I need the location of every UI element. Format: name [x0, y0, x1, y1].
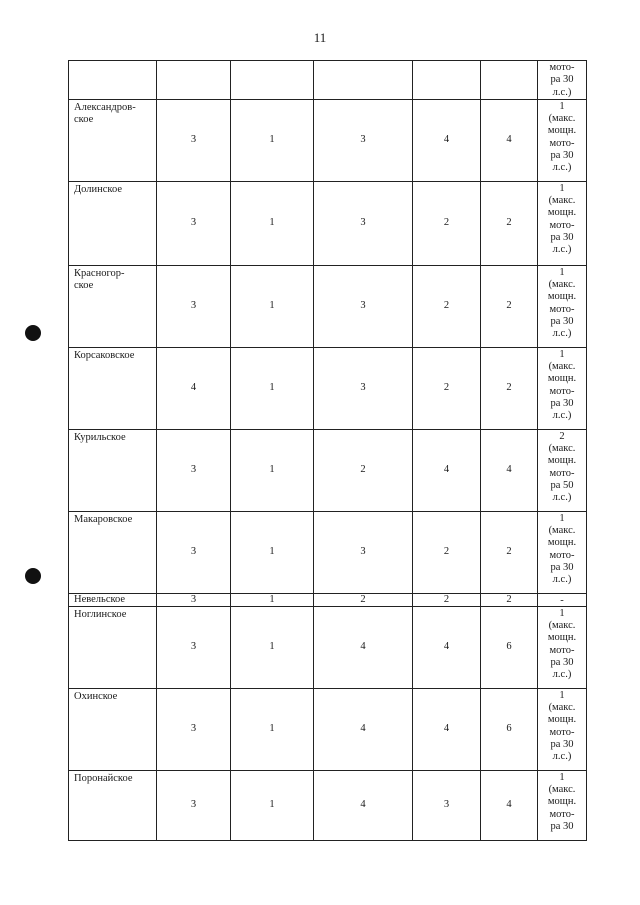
table-row [69, 99, 587, 181]
district-name-cell: Поронайское [69, 770, 157, 840]
empty-cell [481, 61, 538, 100]
motor-note-cell: 1 (макс. мощн. мото- ра 30 л.с.) [538, 181, 587, 265]
district-name-cell: Макаровское [69, 511, 157, 593]
value-cell-3: 4 [314, 688, 413, 770]
motor-note-cell: мото- ра 30 л.с.) [538, 61, 587, 100]
district-name-cell: Красногор- ское [69, 265, 157, 347]
value-cell-1: 3 [157, 593, 231, 606]
value-cell-3: 2 [314, 429, 413, 511]
motor-note-cell: 1 (макс. мощн. мото- ра 30 л.с.) [538, 606, 587, 688]
value-cell-4: 2 [413, 511, 481, 593]
value-cell-3: 4 [314, 770, 413, 840]
value-cell-1: 3 [157, 511, 231, 593]
value-cell-5: 6 [481, 606, 538, 688]
value-cell-1: 3 [157, 770, 231, 840]
value-cell-2: 1 [231, 511, 314, 593]
value-cell-5: 2 [481, 347, 538, 429]
value-cell-5: 2 [481, 593, 538, 606]
value-cell-3: 3 [314, 99, 413, 181]
table-row [69, 61, 587, 100]
page-number: 11 [313, 30, 327, 45]
empty-cell [231, 61, 314, 100]
punch-hole [25, 325, 41, 341]
value-cell-2: 1 [231, 265, 314, 347]
value-cell-1: 3 [157, 688, 231, 770]
value-cell-4: 3 [413, 770, 481, 840]
value-cell-4: 4 [413, 606, 481, 688]
empty-cell [314, 61, 413, 100]
empty-cell [413, 61, 481, 100]
table-row [69, 593, 587, 606]
value-cell-4: 4 [413, 99, 481, 181]
motor-note-cell: 1 (макс. мощн. мото- ра 30 л.с.) [538, 99, 587, 181]
district-name-cell: Охинское [69, 688, 157, 770]
fleet-table [68, 60, 587, 841]
value-cell-2: 1 [231, 593, 314, 606]
value-cell-4: 2 [413, 181, 481, 265]
value-cell-4: 2 [413, 593, 481, 606]
motor-note-cell: 1 (макс. мощн. мото- ра 30 л.с.) [538, 347, 587, 429]
value-cell-1: 3 [157, 265, 231, 347]
value-cell-5: 4 [481, 99, 538, 181]
value-cell-4: 2 [413, 265, 481, 347]
district-name-cell: Курильское [69, 429, 157, 511]
table-row [69, 429, 587, 511]
motor-note-cell: 1 (макс. мощн. мото- ра 30 л.с.) [538, 511, 587, 593]
motor-note-cell: 2 (макс. мощн. мото- ра 50 л.с.) [538, 429, 587, 511]
table-row [69, 347, 587, 429]
empty-cell [157, 61, 231, 100]
value-cell-5: 2 [481, 511, 538, 593]
motor-note-cell: - [538, 593, 587, 606]
district-name-cell: Александров- ское [69, 99, 157, 181]
punch-hole [25, 568, 41, 584]
table-row [69, 770, 587, 840]
value-cell-3: 4 [314, 606, 413, 688]
motor-note-cell: 1 (макс. мощн. мото- ра 30 л.с.) [538, 688, 587, 770]
value-cell-1: 3 [157, 606, 231, 688]
value-cell-1: 3 [157, 429, 231, 511]
empty-cell [69, 61, 157, 100]
value-cell-4: 4 [413, 429, 481, 511]
value-cell-5: 2 [481, 265, 538, 347]
value-cell-4: 4 [413, 688, 481, 770]
table-row [69, 688, 587, 770]
district-name-cell: Невельское [69, 593, 157, 606]
value-cell-2: 1 [231, 688, 314, 770]
value-cell-2: 1 [231, 429, 314, 511]
value-cell-2: 1 [231, 99, 314, 181]
district-name-cell: Корсаковское [69, 347, 157, 429]
motor-note-cell: 1 (макс. мощн. мото- ра 30 [538, 770, 587, 840]
value-cell-3: 3 [314, 347, 413, 429]
value-cell-3: 3 [314, 265, 413, 347]
table-row [69, 606, 587, 688]
value-cell-4: 2 [413, 347, 481, 429]
value-cell-2: 1 [231, 347, 314, 429]
value-cell-5: 2 [481, 181, 538, 265]
value-cell-3: 3 [314, 511, 413, 593]
value-cell-5: 4 [481, 429, 538, 511]
value-cell-1: 3 [157, 99, 231, 181]
district-name-cell: Ноглинское [69, 606, 157, 688]
value-cell-5: 6 [481, 688, 538, 770]
table-row [69, 511, 587, 593]
value-cell-2: 1 [231, 770, 314, 840]
value-cell-2: 1 [231, 606, 314, 688]
value-cell-2: 1 [231, 181, 314, 265]
table-row [69, 181, 587, 265]
district-name-cell: Долинское [69, 181, 157, 265]
motor-note-cell: 1 (макс. мощн. мото- ра 30 л.с.) [538, 265, 587, 347]
table-row [69, 265, 587, 347]
value-cell-5: 4 [481, 770, 538, 840]
value-cell-1: 4 [157, 347, 231, 429]
value-cell-1: 3 [157, 181, 231, 265]
value-cell-3: 3 [314, 181, 413, 265]
value-cell-3: 2 [314, 593, 413, 606]
